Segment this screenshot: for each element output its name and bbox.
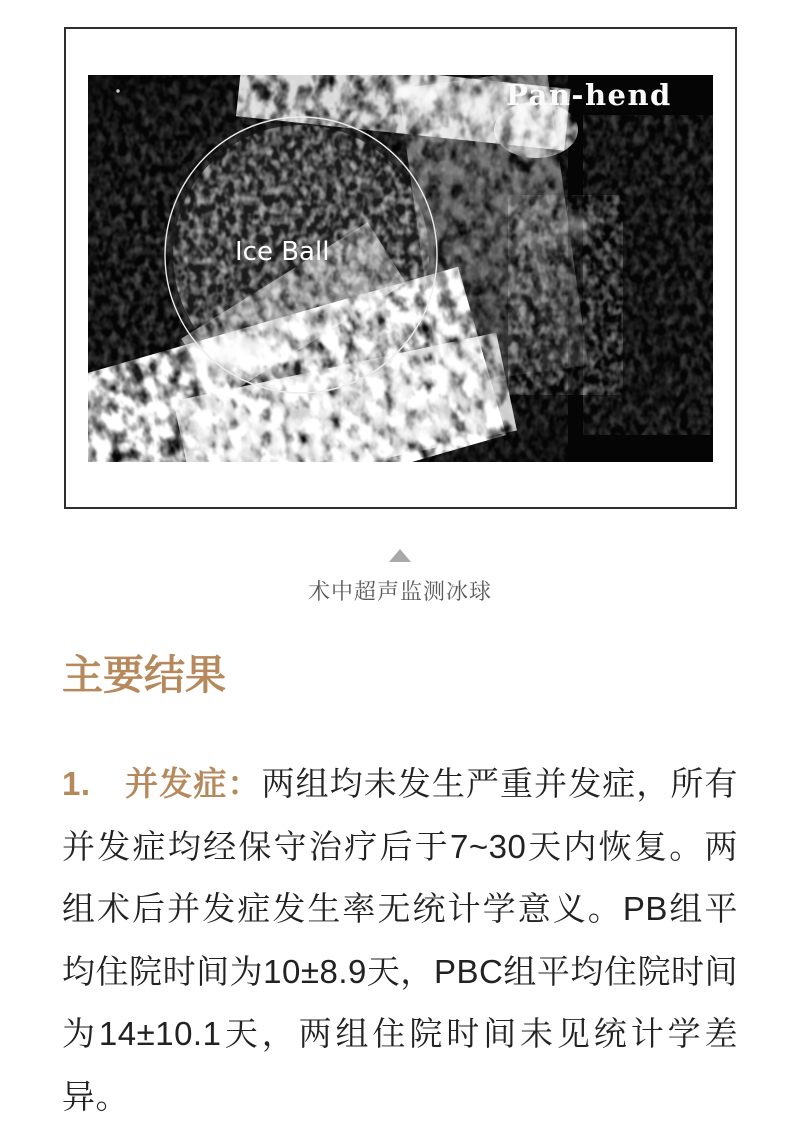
- ice-ball-label: Ice Ball: [235, 237, 330, 267]
- triangle-up-icon[interactable]: [389, 549, 411, 562]
- result-paragraph: [62, 753, 738, 1128]
- figure-caption: 术中超声监测冰球: [307, 579, 492, 604]
- section-heading: 主要结果: [62, 652, 226, 698]
- article-body: [0, 27, 800, 1128]
- caption-arrow-wrap: [0, 549, 800, 562]
- result-item-text: 两组均未发生严重并发症，所有并发症均经保守治疗后于7~30天内恢复。两组术后并发症发生率无统计学意义。PB组平均住院时间为10±8.9天，PBC组平均住院时间为14±10.1天，两组住院时间未见统计学差异。: [62, 765, 739, 1115]
- ultrasound-speckle-texture: [88, 75, 713, 462]
- watermark-label: Pan-hend: [506, 78, 672, 112]
- figure-frame: [64, 27, 737, 509]
- ultrasound-figure-image[interactable]: [88, 75, 713, 462]
- result-item-lead: 1. 并发症：: [62, 765, 262, 802]
